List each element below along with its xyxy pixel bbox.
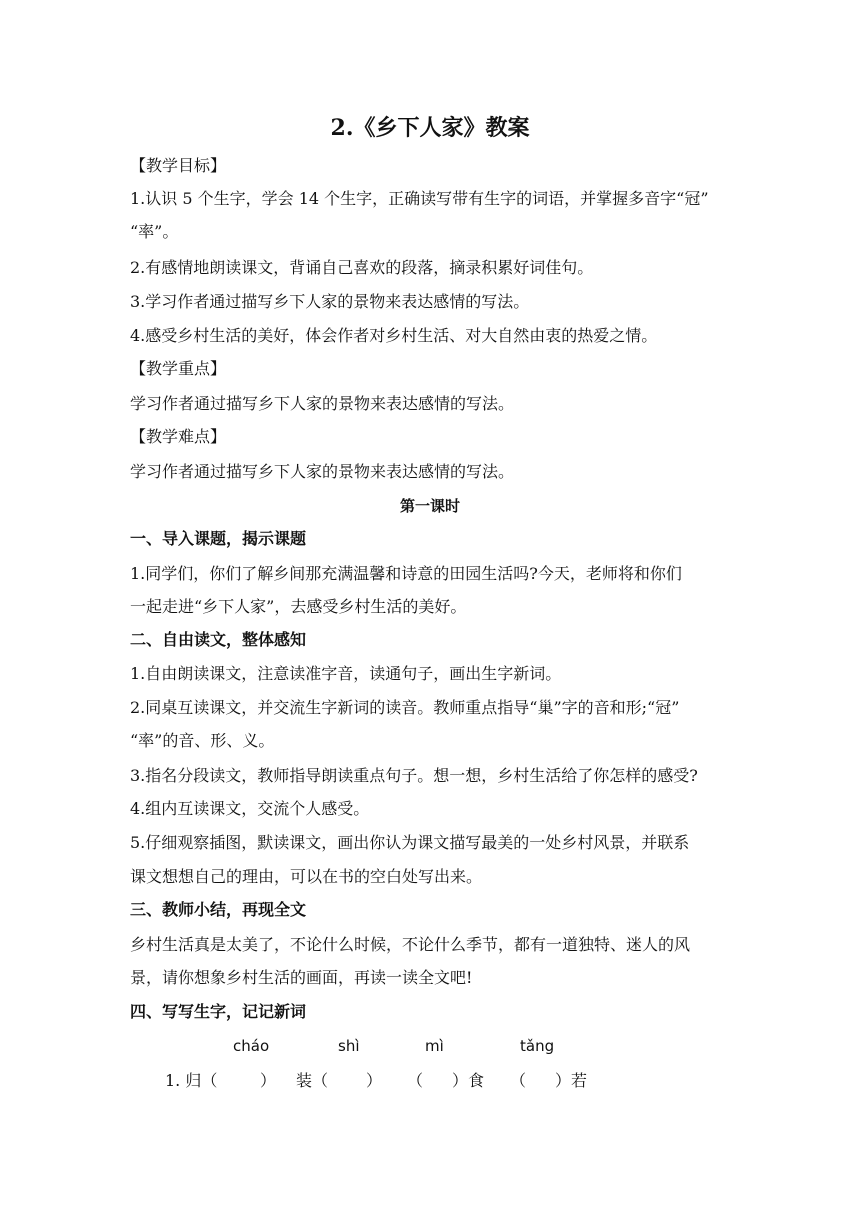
exercise-text: 装（ [296, 1071, 329, 1090]
section-3-heading: 三、教师小结，再现全文 [130, 900, 307, 919]
section-1-paragraph: 1.同学们，你们了解乡间那充满温馨和诗意的田园生活吗?今天，老师将和你们 [130, 564, 682, 583]
section-2-item-2: 2.同桌互读课文，并交流生字新词的读音。教师重点指导“巢”字的音和形;“冠” [130, 698, 680, 717]
section-2-item-4: 4.组内互读课文，交流个人感受。 [130, 799, 370, 818]
pinyin-3: mì [425, 1037, 444, 1055]
exercise-text: ）若 [555, 1071, 588, 1090]
exercise-text: ） [366, 1071, 383, 1090]
key-point-heading: 【教学重点】 [130, 359, 227, 378]
section-2-item-2-cont: “率”的音、形、义。 [130, 731, 275, 750]
section-3-paragraph: 乡村生活真是太美了，不论什么时候，不论什么季节，都有一道独特、迷人的风 [130, 935, 691, 954]
exercise-text: 1. 归（ [165, 1071, 218, 1090]
section-4-heading: 四、写写生字，记记新词 [130, 1002, 307, 1021]
section-2-item-5: 5.仔细观察插图，默读课文，画出你认为课文描写最美的一处乡村风景，并联系 [130, 833, 690, 852]
section-2-item-1: 1.自由朗读课文，注意读准字音，读通句子，画出生字新词。 [130, 664, 562, 683]
goal-item-1-cont: “率”。 [130, 222, 179, 241]
exercise-text: （ [510, 1071, 527, 1090]
goal-item-4: 4.感受乡村生活的美好，体会作者对乡村生活、对大自然由衷的热爱之情。 [130, 326, 658, 345]
goal-item-1: 1.认识 5 个生字，学会 14 个生字，正确读写带有生字的词语，并掌握多音字“冠” [130, 189, 709, 208]
goals-heading: 【教学目标】 [130, 156, 227, 175]
section-3-paragraph-cont: 景，请你想象乡村生活的画面，再读一读全文吧! [130, 968, 473, 987]
lesson-title: 第一课时 [399, 497, 460, 515]
exercise-text: ）食 [452, 1071, 485, 1090]
difficulty-text: 学习作者通过描写乡下人家的景物来表达感情的写法。 [130, 462, 515, 481]
goal-item-2: 2.有感情地朗读课文，背诵自己喜欢的段落，摘录积累好词佳句。 [130, 258, 594, 277]
section-2-item-3: 3.指名分段读文，教师指导朗读重点句子。想一想，乡村生活给了你怎样的感受? [130, 766, 698, 785]
section-2-item-5-cont: 课文想想自己的理由，可以在书的空白处写出来。 [130, 867, 483, 886]
section-1-paragraph-cont: 一起走进“乡下人家”，去感受乡村生活的美好。 [130, 597, 467, 616]
section-2-heading: 二、自由读文，整体感知 [130, 630, 307, 649]
goal-item-3: 3.学习作者通过描写乡下人家的景物来表达感情的写法。 [130, 292, 530, 311]
key-point-text: 学习作者通过描写乡下人家的景物来表达感情的写法。 [130, 394, 515, 413]
pinyin-4: tǎng [520, 1037, 555, 1055]
section-1-heading: 一、导入课题，揭示课题 [130, 529, 307, 548]
pinyin-2: shì [338, 1037, 360, 1055]
exercise-text: ） [260, 1071, 277, 1090]
difficulty-heading: 【教学难点】 [130, 427, 227, 446]
page-title: 2.《乡下人家》教案 [330, 115, 530, 141]
pinyin-1: cháo [233, 1037, 270, 1055]
exercise-text: （ [407, 1071, 424, 1090]
